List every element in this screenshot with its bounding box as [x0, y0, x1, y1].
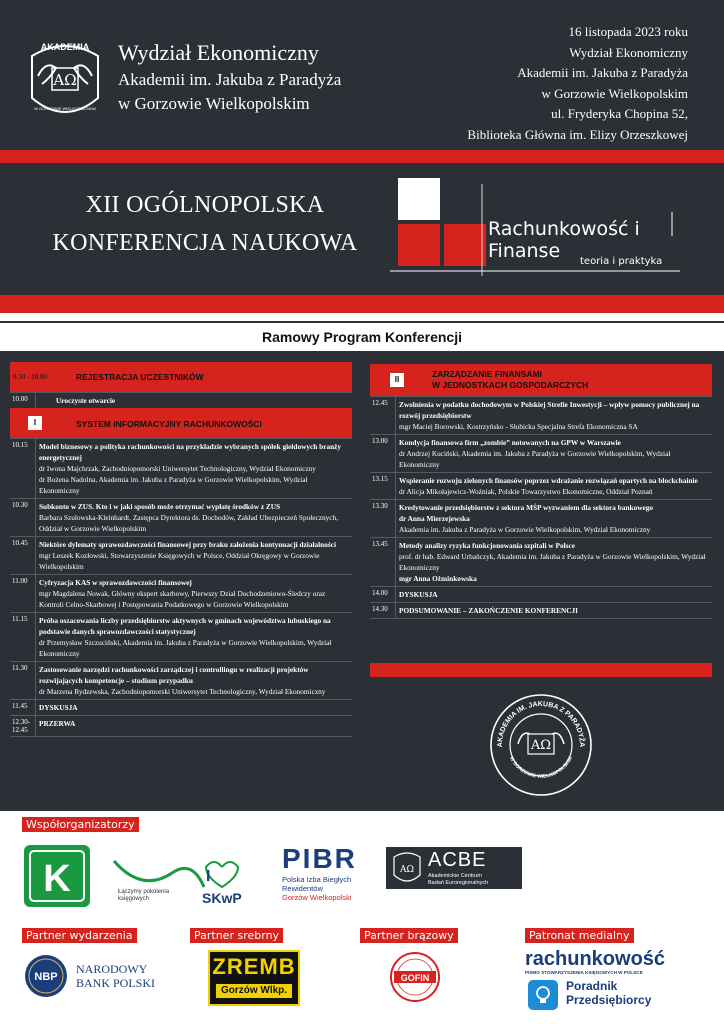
acbe-desc: [428, 873, 488, 886]
program-time: 13.45: [370, 538, 396, 586]
program-topic: dr Anna Mierzejewska: [399, 514, 470, 523]
red-divider: [370, 663, 712, 677]
poradnik-line2: Przedsiębiorcy: [566, 993, 652, 1007]
nbp-line2: BANK POLSKI: [76, 976, 156, 990]
program-topic: Subkonto w ZUS. Kto i w jaki sposób może otrzymać wypłatę środków z ZUS: [39, 502, 281, 511]
program-time: 10.30: [10, 499, 36, 536]
logo-text: AKADEMIA: [40, 42, 90, 52]
section-title: SYSTEM INFORMACYJNY RACHUNKOWOŚCI: [76, 419, 262, 429]
program-content: [36, 613, 352, 661]
section-title: [432, 369, 588, 391]
event-info-line: Wydział Ekonomiczny: [569, 44, 688, 60]
partner-bronze-label: Partner brązowy: [360, 928, 458, 943]
program-topic: Niektóre dylematy sprawozdawczości finansowej przy braku założenia kontynuacji działalności: [39, 540, 336, 549]
partner-event-label: Partner wydarzenia: [22, 928, 137, 943]
program-row: [10, 498, 352, 536]
ks-logo-icon: [24, 845, 90, 907]
zremb-logo: [208, 950, 300, 1006]
sponsors-section: [0, 811, 724, 1024]
event-info-line: w Gorzowie Wielkopolskim: [541, 85, 688, 101]
acbe-line1: Akademickie Centrum: [428, 873, 482, 879]
poradnik-line1: Poradnik: [566, 979, 618, 993]
program-row: [10, 536, 352, 574]
red-divider: [0, 295, 724, 313]
program-time: 11.30: [10, 662, 36, 699]
brand-line1: Rachunkowość i: [488, 218, 640, 240]
program-time: 12.30- 12.45: [10, 716, 36, 736]
program-row: [370, 537, 712, 586]
program-time: 13.00: [370, 435, 396, 472]
faculty-name: [118, 38, 341, 116]
partner-silver-label: Partner srebrny: [190, 928, 283, 943]
program-speaker: dr Marzena Rydzewska, Zachodniopomorski Uniwersytet Technologiczny, Wydział Ekonomiczny: [39, 687, 326, 696]
program-time: 10.45: [10, 537, 36, 574]
program-topic: Wspieranie rozwoju zielonych finansów poprzez wdrażanie rozwiązań opartych na blockchainie: [399, 476, 698, 485]
program-row: [10, 661, 352, 699]
program-speaker: mgr Leszek Kozłowski, Stowarzyszenie Księgowych w Polsce, Oddział Okręgowy w Gorzowie Wielkopolskim: [39, 551, 320, 571]
program-row: [370, 586, 712, 602]
program-column-left: [10, 362, 352, 737]
table-end-line: [370, 618, 712, 619]
program-topic: Metody analizy ryzyka funkcjonowania szpitali w Polsce: [399, 541, 575, 550]
program-time: 13.15: [370, 473, 396, 499]
pibr-line2: Rewidentów: [282, 884, 323, 893]
program-topic: DYSKUSJA: [399, 590, 438, 599]
program-content: [36, 716, 352, 736]
section-header-1: [10, 408, 352, 438]
seal-bottom-text: W GORZOWIE WIELKOPOLSKIM: [508, 755, 574, 780]
program-content: [396, 397, 712, 434]
faculty-line3: w Gorzowie Wielkopolskim: [118, 94, 310, 113]
program-speaker: dr Andrzej Kuciński, Akademia im. Jakuba z Paradyża w Gorzowie Wielkopolskim, Wydział Ekonomiczny: [399, 449, 671, 469]
pibr-line3: Gorzów Wielkopolski: [282, 893, 352, 902]
program-time: 14.00: [370, 587, 396, 602]
gofin-name: GOFIN: [400, 973, 430, 983]
logo-motto: W GORZOWIE WIELKOPOLSKIM: [34, 106, 96, 111]
program-row: [370, 434, 712, 472]
program-topic: Cyfryzacja KAS w sprawozdawczości finansowej: [39, 578, 192, 587]
registration-label: REJESTRACJA UCZESTNIKÓW: [76, 372, 204, 382]
program-content: [396, 603, 712, 618]
section-title-line1: ZARZĄDZANIE FINANSAMI: [432, 369, 543, 379]
program-speaker: mgr Magdalena Nowak, Główny ekspert skarbowy, Pierwszy Dział Dochodzeniowo-Śledczy oraz Kontroli Celno-Skarbowej i Postępowania Podatkowego w Gorzowie Wielkopolskim: [39, 589, 326, 609]
header: [0, 0, 724, 150]
program-content: [396, 435, 712, 472]
lightbulb-icon: [528, 980, 558, 1010]
program-content: [36, 439, 352, 498]
program-content: [396, 587, 712, 602]
section-number: I: [28, 416, 42, 430]
svg-text:W GORZOWIE WIELKOPOLSKIM: [508, 756, 574, 780]
section-number: II: [390, 373, 404, 387]
program-content: [396, 473, 712, 499]
program-speaker: Barbara Szulowska-Kleinhardt, Zastępca Dyrektora ds. Dochodów, Zakład Ubezpieczeń Społecznych, Oddział w Gorzowie Wielkopolskim: [39, 513, 338, 533]
conference-title: [40, 186, 370, 262]
program-row: [370, 602, 712, 618]
program-row: [370, 472, 712, 499]
program-topic: Próba oszacowania liczby przedsiębiorstw aktywnych w gminach województwa lubuskiego na podstawie danych sprawozdawczości statystycznej: [39, 616, 331, 636]
opening-time: 10.00: [10, 393, 36, 408]
section-header-2: [370, 364, 712, 396]
section-title-line2: W JEDNOSTKACH GOSPODARCZYCH: [432, 380, 589, 390]
event-date: 16 listopada 2023 roku: [568, 24, 688, 39]
acbe-logo: [386, 847, 522, 889]
pibr-logo: [282, 843, 357, 902]
program-column-right: [370, 364, 712, 619]
academy-seal-icon: [488, 692, 594, 798]
program-speaker: dr Iwona Majchrzak, Zachodniopomorski Uniwersytet Technologiczny, Wydział Ekonomiczny: [39, 464, 316, 473]
pibr-line1: Polska Izba Biegłych: [282, 875, 352, 884]
program-topic: Model biznesowy a polityka rachunkowości na przykładzie wybranych spółek giełdowych branży energetycznej: [39, 442, 342, 462]
event-info-line: Akademii im. Jakuba z Paradyża: [517, 65, 688, 80]
brand-line2: Finanse: [488, 240, 561, 262]
skwp-abbr: SKwP: [202, 890, 242, 906]
academy-logo-icon: [26, 38, 104, 124]
program-topic: Zastosowanie narzędzi rachunkowości zarządczej i controllingu w realizacji projektów rozwijających kompetencje – studium przypadku: [39, 665, 309, 685]
event-address: ul. Fryderyka Chopina 52,: [551, 106, 688, 121]
white-strip: [0, 313, 724, 321]
program-speaker: prof. dr hab. Edward Urbańczyk, Akademia im. Jakuba z Paradyża w Gorzowie Wielkopolskim, Wydział Ekonomiczny: [399, 552, 706, 572]
media-patron-label: Patronat medialny: [525, 928, 634, 943]
conference-title-line1: XII OGÓLNOPOLSKA: [85, 192, 325, 218]
program-content: [36, 499, 352, 536]
poradnik-logo: [566, 979, 651, 1007]
program-content: [36, 537, 352, 574]
program-speaker: dr Bożena Nadolna, Akademia im. Jakuba z Paradyża w Gorzowie Wielkopolskim, Wydział Ekonomiczny: [39, 475, 308, 495]
event-venue: Biblioteka Główna im. Elizy Orzeszkowej: [467, 126, 688, 142]
acbe-line2: Badań Euroregionalnych: [428, 879, 489, 886]
opening-label: Uroczyste otwarcie: [56, 396, 116, 405]
program-topic: PODSUMOWANIE – ZAKOŃCZENIE KONFERENCJI: [399, 606, 578, 615]
nbp-name: [76, 962, 155, 990]
coorganizers-label: Współorganizatorzy: [22, 817, 139, 832]
program-speaker: mgr Maciej Borowski, Kostrzyńsko - Słubicka Specjalna Strefa Ekonomiczna SA: [399, 422, 638, 431]
program-row: [370, 499, 712, 537]
program-time: 11.45: [10, 700, 36, 715]
nbp-emblem-icon: [24, 954, 68, 998]
event-info: [467, 22, 688, 145]
program-time: 11.00: [10, 575, 36, 612]
program-topic: Kondycja finansowa firm „zombie” notowanych na GPW w Warszawie: [399, 438, 621, 447]
program-content: [36, 700, 352, 715]
program-row: [10, 574, 352, 612]
program-speaker: dr Alicja Mikołajewicz-Woźniak, Polskie Towarzystwo Ekonomiczne, Oddział Poznań: [399, 487, 653, 496]
svg-text:AΩ: AΩ: [400, 865, 414, 875]
program-topic: mgr Anna Ożminkowska: [399, 574, 477, 583]
rachunkowosc-name: rachunkowość: [525, 948, 666, 970]
program-time: 14.30: [370, 603, 396, 618]
program-title: Ramowy Program Konferencji: [0, 323, 724, 351]
program-time: 11.15: [10, 613, 36, 661]
program-content: [396, 538, 712, 586]
faculty-line2: Akademii im. Jakuba z Paradyża: [118, 70, 342, 89]
opening-row: [10, 392, 352, 408]
program-row: [370, 396, 712, 434]
svg-text:I: I: [206, 868, 211, 885]
svg-text:AΩ: AΩ: [53, 71, 77, 89]
left-rows: [10, 438, 352, 737]
seal-text: AKADEMIA IM. JAKUBA Z PARADYŻA: [496, 700, 586, 748]
program-topic: Zwolnienia w podatku dochodowym w Polskiej Strefie Inwestycji – wpływ pomocy publicznej na rozwój przedsiębiorstw: [399, 400, 700, 420]
svg-text:AΩ: AΩ: [530, 738, 552, 753]
program-row: [10, 438, 352, 498]
gofin-logo-icon: [384, 951, 446, 1003]
program-row: [10, 715, 352, 736]
rachunkowosc-logo: [525, 948, 665, 975]
brand-subtitle: teoria i praktyka: [580, 256, 663, 267]
program-time: 12.45: [370, 397, 396, 434]
program-topic: Kredytowanie przedsiębiorstw z sektora MŚP wyzwaniem dla sektora bankowego: [399, 503, 654, 512]
zremb-name: ZREMB: [212, 954, 296, 979]
program-topic: PRZERWA: [39, 719, 76, 728]
nbp-abbr: NBP: [34, 971, 58, 983]
program-content: [396, 500, 712, 537]
registration-row: [10, 362, 352, 392]
program-row: [10, 612, 352, 661]
zremb-city: Gorzów Wlkp.: [216, 984, 292, 998]
right-rows: [370, 396, 712, 619]
svg-text:K: K: [43, 858, 71, 900]
table-end-line: [10, 736, 352, 737]
rachunkowosc-sub: PISMO STOWARZYSZENIA KSIĘGOWYCH W POLSCE: [525, 970, 643, 975]
faculty-line1: Wydział Ekonomiczny: [118, 40, 319, 65]
program-topic: DYSKUSJA: [39, 703, 78, 712]
program-row: [10, 699, 352, 715]
conference-title-line2: KONFERENCJA NAUKOWA: [52, 230, 358, 256]
skwp-tagline: Łączymy pokolenia księgowych: [118, 889, 170, 902]
acbe-abbr: ACBE: [428, 849, 487, 871]
registration-time: 9.30 - 10.00: [13, 373, 47, 381]
acbe-emblem-icon: [392, 851, 422, 885]
program-content: [36, 575, 352, 612]
program-time: 10.15: [10, 439, 36, 498]
red-divider: [0, 150, 724, 163]
pibr-abbr: PIBR: [282, 843, 357, 874]
program-content: [36, 662, 352, 699]
program-speaker: Akademia im. Jakuba z Paradyża w Gorzowie Wielkopolskim, Wydział Ekonomiczny: [399, 525, 651, 534]
nbp-line1: NARODOWY: [76, 962, 148, 976]
program-time: 13.30: [370, 500, 396, 537]
program-speaker: dr Przemysław Szczuciński, Akademia im. Jakuba z Paradyża w Gorzowie Wielkopolskim, Wydział Ekonomiczny: [39, 638, 332, 658]
